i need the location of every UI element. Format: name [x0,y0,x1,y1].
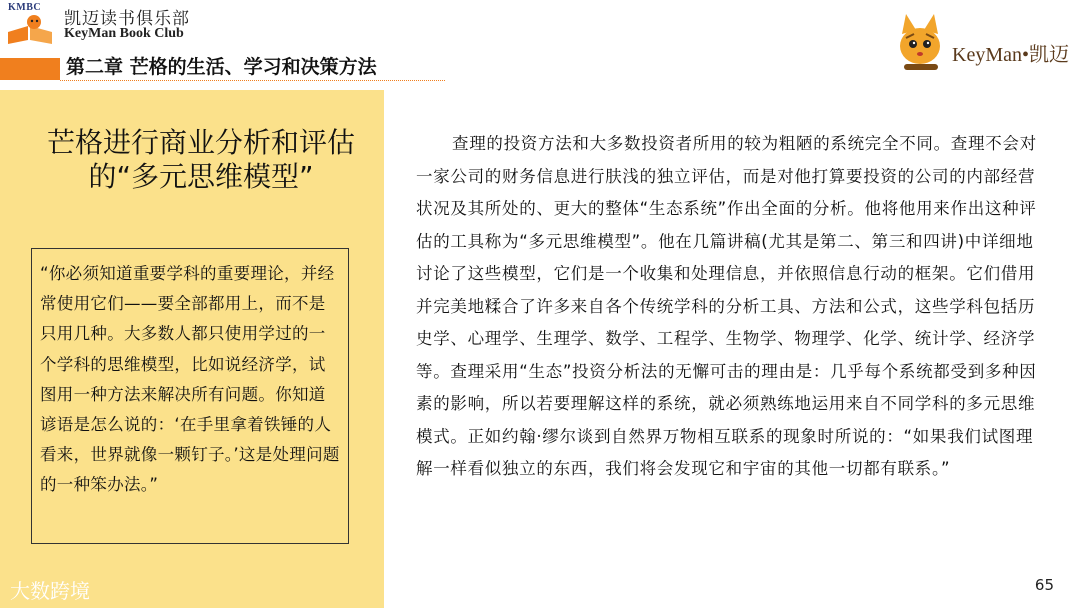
watermark-text: 大数跨境 [10,579,90,603]
page-number: 65 [1034,576,1054,594]
slide-header [0,0,1080,80]
logo-text: KMBC [8,2,42,13]
quote-text: “你必须知道重要学科的重要理论，并经常使用它们——要全部都用上，而不是只用几种。大多数人都只使用学过的一个学科的思维模型，比如说经济学，试图用一种方法来解决所有问题。你知道谚语是怎么说的：‘在手里拿着铁锤的人看来，世界就像一颗钉子。’这是处理问题的一种笨办法。” [40,264,340,495]
brand-text: KeyMan•凯迈 [952,44,1069,66]
keyman-brand-logo [890,4,1069,74]
main-body-text: 查理的投资方法和大多数投资者所用的较为粗陋的系统完全不同。查理不会对一家公司的财务信息进行肤浅的独立评估，而是对他打算要投资的公司的内部经营状况及其所处的、更大的整体“生态系统”作出全面的分析。他将他用来作出这种评估的工具称为“多元思维模型”。他在几篇讲稿(尤其是第二、第三和四讲)中详细地讨论了这些模型，它们是一个收集和处理信息，并依照信息行动的框架。它们借用并完美地糅合了许多来自各个传统学科的分析工具、方法和公式，这些学科包括历史学、心理学、生理学、数学、工程学、生物学、物理学、化学、统计学、经济学等。查理采用“生态”投资分析法的无懈可击的理由是：几乎每个系统都受到多种因素的影响，所以若要理解这样的系统，就必须熟练地运用来自不同学科的多元思维模式。正如约翰·缪尔谈到自然界万物相互联系的现象时所说的：“如果我们试图理解一样看似独立的东西，我们将会发现它和宇宙的其他一切都有联系。” [416,134,1037,478]
left-panel [0,90,384,608]
cat-mascot-icon [890,4,960,74]
title-divider [60,80,445,81]
accent-bar [0,58,60,80]
chapter-title: 第二章 芒格的生活、学习和决策方法 [66,56,377,78]
club-name-cn: 凯迈读书俱乐部 [64,9,190,29]
footer-watermark-logo [10,575,90,604]
club-name-en: KeyMan Book Club [64,26,184,41]
kmbc-logo [2,2,58,46]
quote-box [31,248,349,544]
section-title: 芒格进行商业分析和评估的“多元思维模型” [46,126,355,193]
